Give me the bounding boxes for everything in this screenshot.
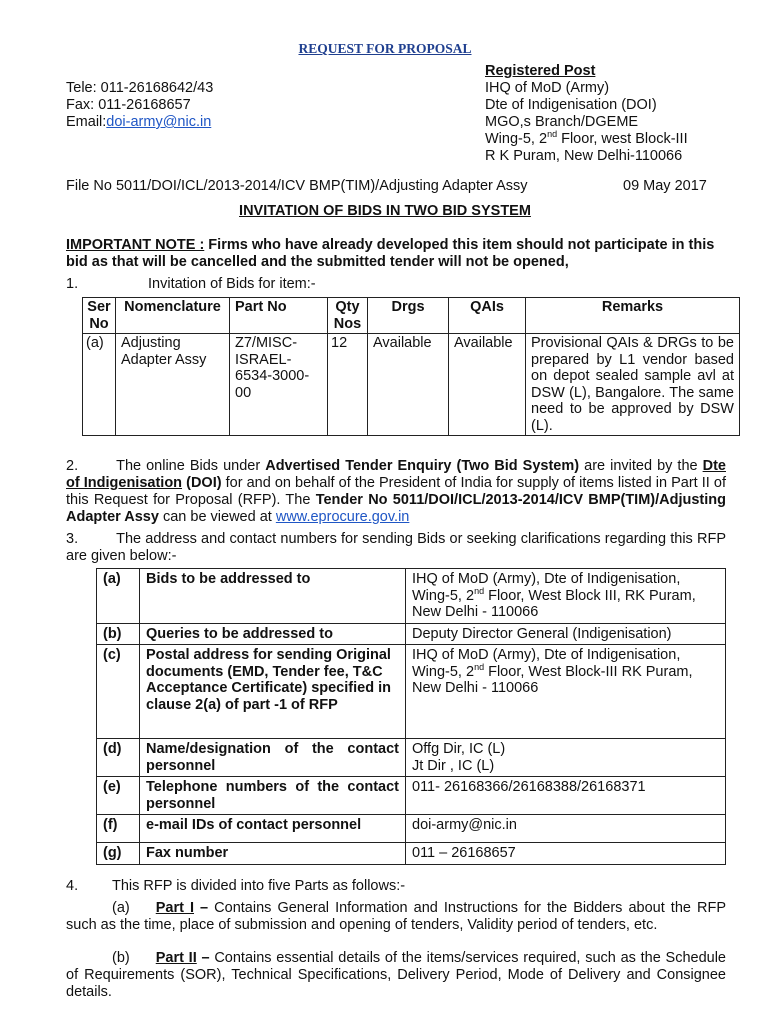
contact-value-sup: nd — [474, 661, 485, 672]
important-note-label: IMPORTANT NOTE : — [66, 237, 205, 253]
contact-value-a: IHQ of MoD (Army), Dte of Indigenisation, Wing-5, 2 — [412, 571, 681, 604]
cell-nomenclature: Adjusting Adapter Assy — [116, 334, 230, 436]
table-row — [97, 569, 726, 624]
contact-value-b: Floor, West Block-III RK Puram, New Delhi - 110066 — [412, 663, 693, 696]
para-4-item-a-part: Part I — [155, 900, 195, 916]
col-remarks: Remarks — [526, 298, 740, 334]
address-line-4-sup: nd — [547, 129, 558, 139]
para-1-text: Invitation of Bids for item:- — [148, 276, 316, 292]
cell-remarks: Provisional QAIs & DRGs to be prepared by L1 vendor based on depot sealed sample avl at DSW (L), Bangalore. The same need to be approved by DSW (L). — [526, 334, 740, 436]
contact-label: Queries to be addressed to — [140, 623, 406, 645]
address-line-3: MGO,s Branch/DGEME — [485, 114, 639, 130]
para-4-item-b-key: (b) — [112, 950, 130, 966]
para-2-text-4: for and on behalf of the President of India for supply of items listed in Part II of this Request for Proposal (RFP). The — [66, 475, 726, 508]
para-2-bold-1: Advertised Tender Enquiry (Two Bid System) — [265, 458, 580, 474]
email-line — [66, 114, 213, 131]
contact-value-line-1: Offg Dir, IC (L) — [412, 741, 506, 757]
contact-key: (b) — [97, 623, 140, 645]
contact-value: Deputy Director General (Indigenisation) — [406, 623, 726, 645]
para-3-number: 3. — [66, 531, 79, 547]
col-qais: QAIs — [449, 298, 526, 334]
col-drgs: Drgs — [368, 298, 449, 334]
address-block — [485, 63, 688, 165]
col-qty: Qty Nos — [328, 298, 368, 334]
contact-label: Name/designation of the contact personnel — [140, 739, 406, 777]
address-line-1: IHQ of MoD (Army) — [485, 80, 610, 96]
contact-key: (c) — [97, 645, 140, 739]
table-row — [97, 739, 726, 777]
address-line-2: Dte of Indigenisation (DOI) — [485, 97, 657, 113]
para-4-item-b-dash: – — [196, 950, 215, 966]
contact-label: Telephone numbers of the contact personnel — [140, 777, 406, 815]
para-4-item-a-key: (a) — [112, 900, 130, 916]
para-4-item-a-text: Contains General Information and Instructions for the Bidders about the RFP such as the time, place of submission and opening of tenders, Validity period of tenders, etc. — [66, 900, 726, 933]
contacts-table — [96, 568, 726, 865]
contact-value — [406, 739, 726, 777]
col-ser-no: Ser No — [83, 298, 116, 334]
col-part-no: Part No — [230, 298, 328, 334]
table-row — [97, 623, 726, 645]
para-4-number: 4. — [66, 878, 79, 894]
important-note-text: Firms who have already developed this item should not participate in this bid as that will be cancelled and the submitted tender will not be opened, — [66, 237, 715, 270]
contact-value — [406, 569, 726, 624]
table-row — [97, 843, 726, 865]
para-4-item-a — [66, 900, 726, 934]
para-4-item-b-part: Part II — [155, 950, 197, 966]
para-1-number: 1. — [66, 276, 79, 292]
table-row — [97, 815, 726, 843]
document-date: 09 May 2017 — [623, 178, 707, 194]
para-3-text: The address and contact numbers for sending Bids or seeking clarifications regarding this RFP are given below:- — [66, 531, 726, 564]
contact-key: (g) — [97, 843, 140, 865]
registered-post-label: Registered Post — [485, 63, 596, 79]
para-2-text-5: can be viewed at — [158, 509, 276, 525]
cell-ser: (a) — [83, 334, 116, 436]
contact-value-sup: nd — [474, 585, 485, 596]
para-2-bold-4: Tender No 5011/DOI/ICL/2013-2014/ICV BMP(TIM)/Adjusting Adapter Assy — [66, 492, 726, 525]
para-2-number: 2. — [66, 458, 79, 474]
para-4-text: This RFP is divided into five Parts as follows:- — [112, 878, 406, 894]
contact-value-b: Floor, West Block III, RK Puram, New Delhi - 110066 — [412, 587, 696, 620]
sender-contact-block — [66, 80, 213, 131]
items-table — [82, 297, 740, 436]
fax-line: Fax: 011-26168657 — [66, 97, 191, 113]
email-link[interactable]: doi-army@nic.in — [106, 114, 212, 130]
contact-key: (e) — [97, 777, 140, 815]
para-2-bold-2: Dte of Indigenisation — [66, 458, 726, 491]
telephone-line: Tele: 011-26168642/43 — [66, 80, 214, 96]
para-2-text-1: The online Bids under — [116, 458, 266, 474]
file-number: File No 5011/DOI/ICL/2013-2014/ICV BMP(TIM)/Adjusting Adapter Assy — [66, 178, 528, 194]
cell-qais: Available — [449, 334, 526, 436]
contact-key: (d) — [97, 739, 140, 777]
para-4-item-a-dash: – — [194, 900, 215, 916]
para-4-item-b-text: Contains essential details of the items/services required, such as the Schedule of Requirements (SOR), Technical Specifications, Delivery Period, Mode of Delivery and Consignee details. — [66, 950, 726, 1000]
contact-value: 011 – 26168657 — [406, 843, 726, 865]
cell-part-no: Z7/MISC-ISRAEL-6534-3000-00 — [230, 334, 328, 436]
para-2 — [66, 458, 726, 526]
important-note — [66, 237, 726, 271]
contact-key: (f) — [97, 815, 140, 843]
contact-value — [406, 645, 726, 739]
address-line-5: R K Puram, New Delhi-110066 — [485, 148, 683, 164]
email-label: Email: — [66, 114, 107, 130]
table-row — [97, 777, 726, 815]
page-title: REQUEST FOR PROPOSAL — [298, 41, 472, 56]
items-table-header — [83, 298, 740, 334]
cell-drgs: Available — [368, 334, 449, 436]
para-3 — [66, 531, 726, 565]
contact-label: Bids to be addressed to — [140, 569, 406, 624]
contact-label: Postal address for sending Original documents (EMD, Tender fee, T&C Acceptance Certificate) specified in clause 2(a) of part -1 of RFP — [140, 645, 406, 739]
address-line-4-b: Floor, west Block-III — [557, 131, 688, 147]
contact-value: 011- 26168366/26168388/26168371 — [406, 777, 726, 815]
table-row — [83, 334, 740, 436]
invitation-heading: INVITATION OF BIDS IN TWO BID SYSTEM — [239, 203, 531, 219]
para-2-bold-3: (DOI) — [186, 475, 222, 491]
para-4-item-b — [66, 950, 726, 1001]
col-nomenclature: Nomenclature — [116, 298, 230, 334]
contact-value-line-2: Jt Dir , IC (L) — [412, 757, 495, 774]
cell-qty: 12 — [328, 334, 368, 436]
contact-value: doi-army@nic.in — [406, 815, 726, 843]
contact-key: (a) — [97, 569, 140, 624]
address-line-4 — [485, 131, 688, 148]
contact-value-a: IHQ of MoD (Army), Dte of Indigenisation, Wing-5, 2 — [412, 647, 681, 680]
address-line-4-a: Wing-5, 2 — [485, 131, 548, 147]
para-2-text-2: are invited by the — [579, 458, 703, 474]
table-row — [97, 645, 726, 739]
contact-label: e-mail IDs of contact personnel — [140, 815, 406, 843]
eprocure-link[interactable]: www.eprocure.gov.in — [275, 509, 410, 525]
contact-label: Fax number — [140, 843, 406, 865]
